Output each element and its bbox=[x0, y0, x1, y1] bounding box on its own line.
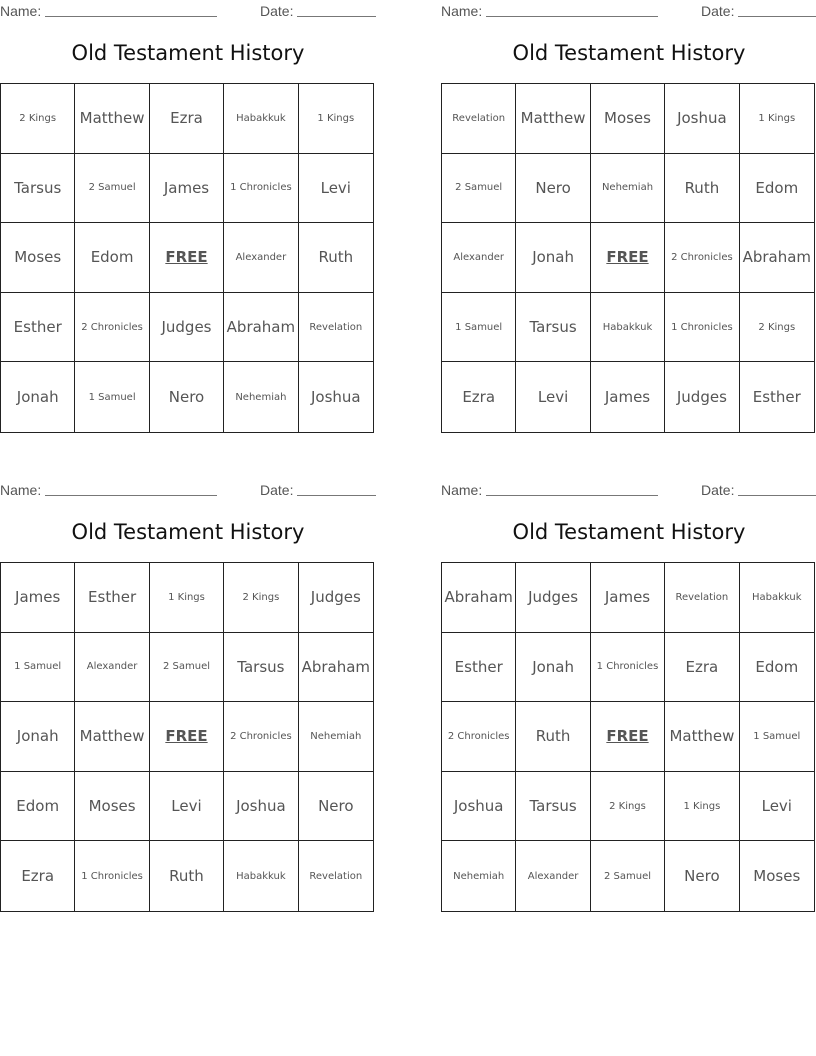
bingo-card-1 bbox=[0, 0, 376, 407]
bingo-cell: 2 Chronicles bbox=[665, 223, 739, 293]
bingo-cell: 1 Samuel bbox=[1, 633, 75, 703]
bingo-cell: Revelation bbox=[442, 84, 516, 154]
bingo-cell: Moses bbox=[1, 223, 75, 293]
bingo-cell: Revelation bbox=[665, 563, 739, 633]
date-line bbox=[297, 495, 376, 496]
date-label: Date: bbox=[260, 3, 294, 19]
bingo-cell: Abraham bbox=[299, 633, 373, 703]
bingo-cell: Tarsus bbox=[516, 772, 590, 842]
bingo-cell: Matthew bbox=[75, 84, 149, 154]
bingo-cell: 2 Samuel bbox=[75, 154, 149, 224]
bingo-cell: Tarsus bbox=[516, 293, 590, 363]
bingo-cell: Habakkuk bbox=[224, 84, 298, 154]
bingo-cell: 1 Kings bbox=[665, 772, 739, 842]
name-label: Name: bbox=[441, 3, 483, 19]
bingo-cell: 1 Kings bbox=[150, 563, 224, 633]
bingo-cell: Jonah bbox=[1, 362, 75, 432]
date-line bbox=[738, 495, 816, 496]
free-space: FREE bbox=[150, 223, 224, 293]
bingo-cell: Nero bbox=[150, 362, 224, 432]
bingo-cell: 1 Chronicles bbox=[665, 293, 739, 363]
bingo-cell: James bbox=[591, 362, 665, 432]
bingo-cell: Ezra bbox=[442, 362, 516, 432]
bingo-cell: Levi bbox=[299, 154, 373, 224]
bingo-cell: 1 Kings bbox=[740, 84, 814, 154]
bingo-cell: James bbox=[150, 154, 224, 224]
bingo-grid bbox=[0, 83, 374, 433]
bingo-cell: 2 Samuel bbox=[591, 841, 665, 911]
bingo-cell: 2 Kings bbox=[740, 293, 814, 363]
bingo-cell: Jonah bbox=[1, 702, 75, 772]
bingo-cell: Ruth bbox=[516, 702, 590, 772]
bingo-cell: Matthew bbox=[75, 702, 149, 772]
date-label: Date: bbox=[701, 3, 735, 19]
card-title: Old Testament History bbox=[71, 520, 305, 544]
bingo-cell: Edom bbox=[740, 154, 814, 224]
bingo-cell: Levi bbox=[150, 772, 224, 842]
bingo-cell: Judges bbox=[150, 293, 224, 363]
bingo-cell: Tarsus bbox=[224, 633, 298, 703]
bingo-cell: 1 Kings bbox=[299, 84, 373, 154]
bingo-grid bbox=[441, 562, 815, 912]
bingo-cell: Abraham bbox=[224, 293, 298, 363]
card-title: Old Testament History bbox=[512, 41, 746, 65]
bingo-cell: James bbox=[591, 563, 665, 633]
bingo-cell: Moses bbox=[75, 772, 149, 842]
bingo-cell: Joshua bbox=[224, 772, 298, 842]
date-label: Date: bbox=[260, 482, 294, 498]
bingo-cell: Levi bbox=[740, 772, 814, 842]
bingo-card-4 bbox=[441, 479, 816, 886]
bingo-cell: Tarsus bbox=[1, 154, 75, 224]
date-line bbox=[738, 16, 816, 17]
bingo-card-2 bbox=[441, 0, 816, 407]
bingo-cell: 1 Chronicles bbox=[591, 633, 665, 703]
bingo-cell: Joshua bbox=[442, 772, 516, 842]
bingo-cell: Matthew bbox=[516, 84, 590, 154]
bingo-cell: Ruth bbox=[665, 154, 739, 224]
bingo-cell: 2 Chronicles bbox=[75, 293, 149, 363]
bingo-cell: Judges bbox=[299, 563, 373, 633]
bingo-cell: Jonah bbox=[516, 633, 590, 703]
bingo-cell: 1 Chronicles bbox=[75, 841, 149, 911]
bingo-cell: Joshua bbox=[665, 84, 739, 154]
bingo-cell: Esther bbox=[442, 633, 516, 703]
bingo-cell: Nehemiah bbox=[224, 362, 298, 432]
bingo-cell: 2 Samuel bbox=[442, 154, 516, 224]
bingo-cell: Nehemiah bbox=[591, 154, 665, 224]
bingo-cell: 2 Kings bbox=[224, 563, 298, 633]
card-header bbox=[0, 479, 376, 499]
bingo-cell: 1 Samuel bbox=[740, 702, 814, 772]
bingo-cell: Judges bbox=[516, 563, 590, 633]
bingo-cell: 2 Chronicles bbox=[442, 702, 516, 772]
bingo-cell: Edom bbox=[75, 223, 149, 293]
bingo-cell: Alexander bbox=[75, 633, 149, 703]
bingo-cell: Nero bbox=[516, 154, 590, 224]
bingo-cell: Nero bbox=[299, 772, 373, 842]
bingo-cell: 1 Samuel bbox=[442, 293, 516, 363]
bingo-cell: 2 Chronicles bbox=[224, 702, 298, 772]
bingo-cell: Ezra bbox=[665, 633, 739, 703]
bingo-cell: Ruth bbox=[150, 841, 224, 911]
bingo-cell: Alexander bbox=[224, 223, 298, 293]
name-label: Name: bbox=[0, 3, 42, 19]
bingo-cell: Habakkuk bbox=[740, 563, 814, 633]
free-space: FREE bbox=[150, 702, 224, 772]
bingo-cell: Nehemiah bbox=[299, 702, 373, 772]
bingo-cell: Revelation bbox=[309, 870, 363, 882]
bingo-cell: Nero bbox=[665, 841, 739, 911]
bingo-grid bbox=[0, 562, 374, 912]
card-header bbox=[441, 479, 816, 499]
name-line bbox=[486, 16, 658, 17]
bingo-cell: 2 Samuel bbox=[150, 633, 224, 703]
bingo-cell: Jonah bbox=[516, 223, 590, 293]
name-label: Name: bbox=[0, 482, 42, 498]
card-title: Old Testament History bbox=[71, 41, 305, 65]
bingo-cell: 2 Kings bbox=[1, 84, 75, 154]
bingo-cell: Matthew bbox=[665, 702, 739, 772]
bingo-cell: Esther bbox=[1, 293, 75, 363]
bingo-cell: Abraham bbox=[740, 223, 814, 293]
bingo-card-3 bbox=[0, 479, 376, 886]
name-line bbox=[45, 495, 217, 496]
bingo-cell: Revelation bbox=[299, 293, 373, 363]
bingo-cell: Alexander bbox=[516, 841, 590, 911]
bingo-grid bbox=[441, 83, 815, 433]
bingo-cell: Edom bbox=[740, 633, 814, 703]
bingo-cell: 1 Samuel bbox=[75, 362, 149, 432]
card-title: Old Testament History bbox=[512, 520, 746, 544]
bingo-cell: Edom bbox=[1, 772, 75, 842]
bingo-cell: Moses bbox=[591, 84, 665, 154]
free-space: FREE bbox=[591, 223, 665, 293]
name-line bbox=[486, 495, 658, 496]
bingo-cell: Habakkuk bbox=[591, 293, 665, 363]
bingo-cell: 1 Chronicles bbox=[224, 154, 298, 224]
card-header bbox=[441, 0, 816, 20]
bingo-cell: James bbox=[1, 563, 75, 633]
bingo-cell: Esther bbox=[75, 563, 149, 633]
bingo-cell: 2 Kings bbox=[591, 772, 665, 842]
bingo-cell: Alexander bbox=[442, 223, 516, 293]
date-label: Date: bbox=[701, 482, 735, 498]
name-line bbox=[45, 16, 217, 17]
bingo-cell: Ruth bbox=[299, 223, 373, 293]
free-space: FREE bbox=[591, 702, 665, 772]
bingo-cell: Moses bbox=[753, 867, 801, 886]
bingo-cell: Joshua bbox=[310, 388, 361, 407]
card-header bbox=[0, 0, 376, 20]
bingo-cell: Abraham bbox=[442, 563, 516, 633]
bingo-cell: Ezra bbox=[150, 84, 224, 154]
bingo-cell: Nehemiah bbox=[442, 841, 516, 911]
name-label: Name: bbox=[441, 482, 483, 498]
date-line bbox=[297, 16, 376, 17]
bingo-cell: Esther bbox=[752, 388, 801, 407]
bingo-cell: Judges bbox=[665, 362, 739, 432]
bingo-cell: Habakkuk bbox=[224, 841, 298, 911]
bingo-cell: Ezra bbox=[1, 841, 75, 911]
bingo-cell: Levi bbox=[516, 362, 590, 432]
